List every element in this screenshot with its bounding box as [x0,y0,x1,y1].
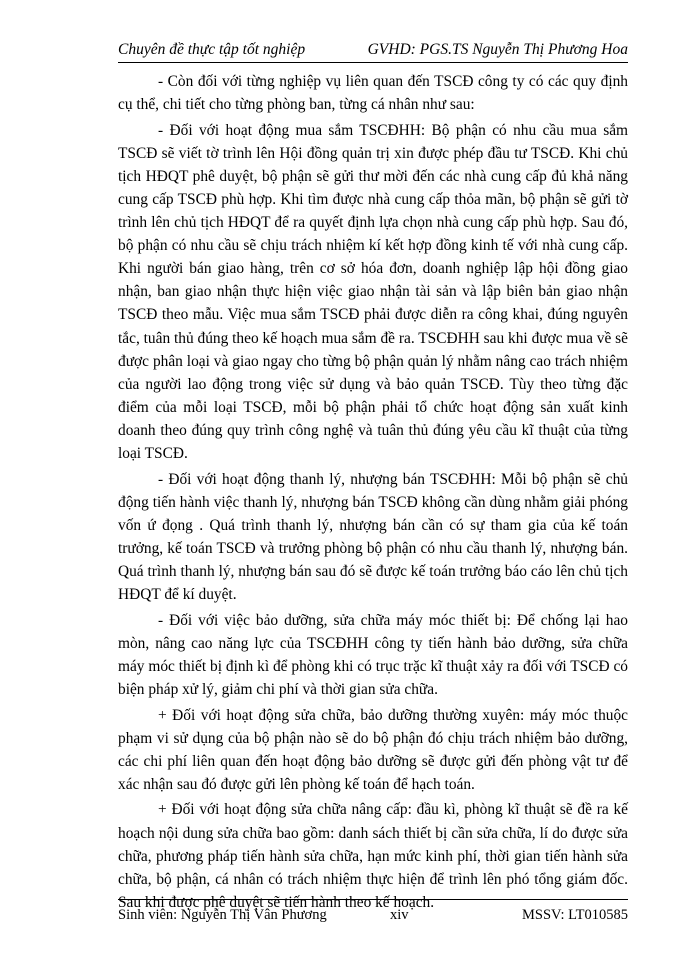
paragraph-liquidation: - Đối với hoạt động thanh lý, nhượng bán TSCĐHH: Mỗi bộ phận sẽ chủ động tiến hành việc thanh lý, nhượng bán TSCĐ không cần dùng nhằm giải phóng vốn ứ đọng . Quá trình thanh lý, nhượng bán cần có sự tham gia của kế toán trưởng, kế toán TSCĐ và trưởng phòng bộ phận có nhu cầu thanh lý, nhượng bán. Quá trình thanh lý, nhượng bán sau đó sẽ được kế toán trưởng báo cáo lên chủ tịch HĐQT để kí duyệt. [118,470,628,604]
footer-divider [118,899,628,900]
page-number: xiv [390,907,409,923]
paragraph-regular-repair: + Đối với hoạt động sửa chữa, bảo dưỡng thường xuyên: máy móc thuộc phạm vi sử dụng của bộ phận nào sẽ do bộ phận đó chịu trách nhiệm bảo dưỡng, các chi phí liên quan đến hoạt động bảo dưỡng sẽ được gửi đến phòng vật tư để xác nhận sau đó được gửi lên phòng kế toán để hạch toán. [118,706,628,793]
footer-student-id: MSSV: LT010585 [522,907,628,923]
paragraph-upgrade-repair: + Đối với hoạt động sửa chữa nâng cấp: đầu kì, phòng kĩ thuật sẽ đề ra kế hoạch nội dung sửa chữa bao gồm: danh sách thiết bị cần sửa chữa, lí do được sửa chữa, phương pháp tiến hành sửa chữa, hạn mức kinh phí, thời gian tiến hành sửa chữa, bộ phận, cá nhân có trách nhiệm thực hiện để trình lên phó tổng giám đốc. Sau khi được phê duyệt sẽ tiến hành theo kế hoạch. [118,801,628,911]
page-footer [118,905,628,927]
document-body [118,70,628,916]
paragraph-intro: - Còn đối với từng nghiệp vụ liên quan đến TSCĐ công ty có các quy định cụ thể, chi tiết cho từng phòng ban, từng cá nhân như sau: [118,73,628,114]
footer-student-name: Sinh viên: Nguyễn Thị Vân Phương [118,907,327,923]
header-title: Chuyên đề thực tập tốt nghiệp [118,41,306,58]
page-header [118,38,628,63]
paragraph-maintenance: - Đối với việc bảo dưỡng, sửa chữa máy móc thiết bị: Để chống lại hao mòn, nâng cao năng lực của TSCĐHH công ty tiến hành bảo dưỡng, sửa chữa máy móc thiết bị định kì để phòng khi có trục trặc kĩ thuật xảy ra đối với TSCĐ có biện pháp xử lý, giảm chi phí và thời gian sửa chữa. [118,611,628,698]
paragraph-purchase: - Đối với hoạt động mua sắm TSCĐHH: Bộ phận có nhu cầu mua sắm TSCĐ sẽ viết tờ trình lên Hội đồng quản trị xin được phép đầu tư TSCĐ. Khi chủ tịch HĐQT phê duyệt, bộ phận sẽ gửi thư mời đến các nhà cung cấp đủ khả năng cung cấp TSCĐ phù hợp. Khi tìm được nhà cung cấp thỏa mãn, bộ phận sẽ gửi tờ trình lên chủ tịch HĐQT để ra quyết định lựa chọn nhà cung cấp phù hợp. Sau đó, bộ phận có nhu cầu sẽ chịu trách nhiệm kí kết hợp đồng kinh tế với nhà cung cấp. Khi người bán giao hàng, trên cơ sở hóa đơn, doanh nghiệp lập hội đồng giao nhận, ban giao nhận thực hiện việc giao nhận tài sản và lập biên bản giao nhận TSCĐ theo mẫu. Việc mua sắm TSCĐ phải được diễn ra công khai, đúng nguyên tắc, tuân thủ đúng theo kế hoạch mua sắm đề ra. TSCĐHH sau khi được mua về sẽ được phân loại và giao ngay cho từng bộ phận quản lý nhằm nâng cao trách nhiệm của người lao động trong việc sử dụng và bảo quản TSCĐ. Tùy theo từng đặc điểm của mỗi loại TSCĐ, mỗi bộ phận phải tổ chức hoạt động sản xuất kinh doanh theo đúng quy trình công nghệ và tuân thủ đúng yêu cầu kĩ thuật của từng loại TSCĐ. [118,121,628,462]
header-advisor: GVHD: PGS.TS Nguyễn Thị Phương Hoa [367,41,628,58]
